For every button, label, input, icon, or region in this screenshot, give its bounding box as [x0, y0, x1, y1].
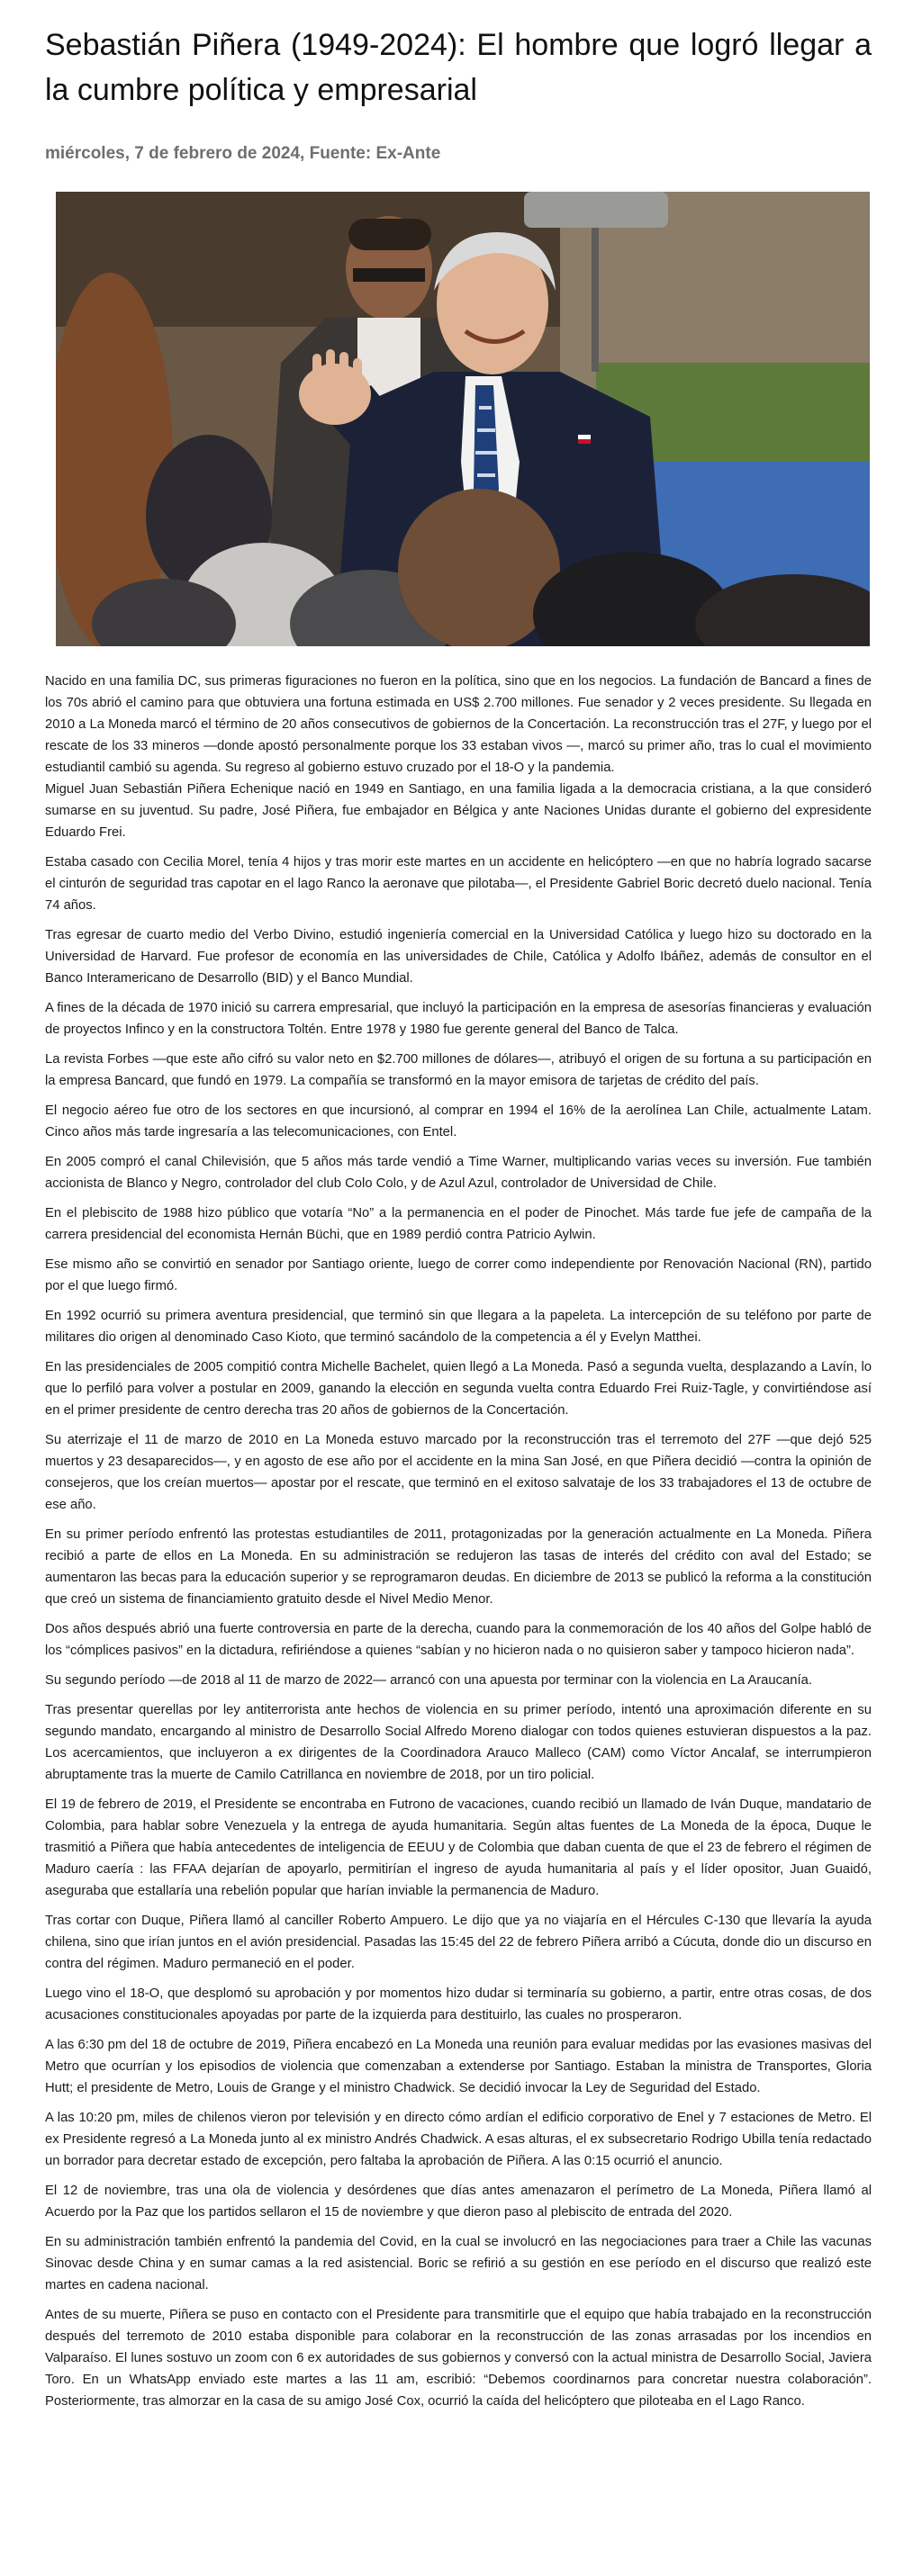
article-paragraph: En 2005 compró el canal Chilevisión, que 5 años más tarde vendió a Time Warner, multiplicando varias veces su inversión. Fue también accionista de Blanco y Negro, controlador del club Colo Colo, y de Azul Azul, controlador de Universidad de Chile. — [45, 1155, 872, 1191]
article-paragraph: Luego vino el 18-O, que desplomó su aprobación y por momentos hizo dudar si terminaría su gobierno, a partir, entre otras cosas, de dos acusaciones constitucionales apoyadas por parte de la izquierda para destituirlo, las cuales no prosperaron. — [45, 1986, 872, 2022]
article-paragraph: Ese mismo año se convirtió en senador por Santiago oriente, luego de correr como independiente por Renovación Nacional (RN), partido por el que luego firmó. — [45, 1257, 872, 1293]
article-paragraph: El 12 de noviembre, tras una ola de violencia y desórdenes que días antes amenazaron el perímetro de La Moneda, Piñera llamó al Acuerdo por la Paz que los partidos sellaron el 15 de noviembre y que dieron paso al plebiscito de entrada del 2020. — [45, 2184, 872, 2220]
article-paragraph: La revista Forbes —que este año cifró su valor neto en $2.700 millones de dólares—, atribuyó el origen de su fortuna a su participación en la empresa Bancard, que fundó en 1979. La compañía se transformó en la mayor emisora de tarjetas de crédito del país. — [45, 1052, 872, 1088]
article-paragraph: En su administración también enfrentó la pandemia del Covid, en la cual se involucró en las negociaciones para traer a Chile las vacunas Sinovac desde China y en sumar camas a la red asistencial. Boric se refirió a su gestión en ese período en el discurso que realizó este martes en cadena nacional. — [45, 2235, 872, 2292]
article-paragraph: Tras presentar querellas por ley antiterrorista ante hechos de violencia en su primer período, intentó una aproximación diferente en su segundo mandato, encargando al ministro de Desarrollo Social Alfredo Moreno dialogar con todos quienes estuvieran dispuestos a la paz. Los acercamientos, que incluyeron a ex dirigentes de la Coordinadora Arauco Malleco (CAM) como Víctor Ancalaf, se interrumpieron abruptamente tras la muerte de Camilo Catrillanca en noviembre de 2018, por un tiro policial. — [45, 1703, 872, 1782]
article-paragraph: En las presidenciales de 2005 compitió contra Michelle Bachelet, quien llegó a La Moneda. Pasó a segunda vuelta, desplazando a Lavín, lo que lo perfiló para volver a postular en 2009, ganando la elección en segunda vuelta contra Eduardo Frei Ruiz-Tagle, y convirtiéndose así en el primer presidente de centro derecha tras 20 años de gobiernos de la Concertación. — [45, 1360, 872, 1418]
article-paragraph: Miguel Juan Sebastián Piñera Echenique nació en 1949 en Santiago, en una familia ligada a la democracia cristiana, a la que consideró sumarse en su juventud. Su padre, José Piñera, fue embajador en Bélgica y ante Naciones Unidas durante el gobierno del expresidente Eduardo Frei. — [45, 782, 872, 840]
article-paragraph: A las 6:30 pm del 18 de octubre de 2019, Piñera encabezó en La Moneda una reunión para evaluar medidas por las evasiones masivas del Metro que ocurrían y los episodios de violencia que comenzaban a extenderse por Santiago. Estaban la ministra de Transportes, Gloria Hutt; el presidente de Metro, Louis de Grange y el ministro Chadwick. Se decidió invocar la Ley de Seguridad del Estado. — [45, 2038, 872, 2095]
article-photo — [56, 192, 870, 646]
article-paragraph: Estaba casado con Cecilia Morel, tenía 4 hijos y tras morir este martes en un accidente en helicóptero —en que no habría logrado sacarse el cinturón de seguridad tras capotar en el lago Ranco la aeronave que pilotaba—, el Presidente Gabriel Boric decretó duelo nacional. Tenía 74 años. — [45, 855, 872, 913]
article-paragraph: El 19 de febrero de 2019, el Presidente se encontraba en Futrono de vacaciones, cuando recibió un llamado de Iván Duque, mandatario de Colombia, para hablar sobre Venezuela y la entrega de ayuda humanitaria. Según altas fuentes de La Moneda de la época, Duque le trasmitió a Piñera que había antecedentes de inteligencia de EEUU y de Colombia que daban cuenta de que el 23 de febrero el régimen de Maduro caería : las FFAA dejarían de apoyarlo, permitirían el ingreso de ayuda humanitaria al país y el líder opositor, Juan Guaidó, aseguraba que estallaría una rebelión popular que harían inviable la permanencia de Maduro. — [45, 1797, 872, 1898]
article-paragraph: Tras egresar de cuarto medio del Verbo Divino, estudió ingeniería comercial en la Universidad Católica y luego hizo su doctorado en la Universidad de Harvard. Fue profesor de economía en las universidades de Chile, Católica y Adolfo Ibáñez, además de consultor en el Banco Interamericano de Desarrollo (BID) y el Banco Mundial. — [45, 928, 872, 986]
article-paragraph: Su segundo período —de 2018 al 11 de marzo de 2022— arrancó con una apuesta por terminar con la violencia en La Araucanía. — [45, 1673, 812, 1688]
article-title: Sebastián Piñera (1949-2024): El hombre que logró llegar a la cumbre política y empresarial — [45, 28, 872, 107]
article-paragraph: Tras cortar con Duque, Piñera llamó al canciller Roberto Ampuero. Le dijo que ya no viajaría en el Hércules C-130 que llevaría la ayuda chilena, sino que irían juntos en el avión presidencial. Pasadas las 15:45 del 22 de febrero Piñera arribó a Cúcuta, donde dio un discurso en contra del régimen. Maduro permaneció en el poder. — [45, 1914, 872, 1971]
article-paragraph: Su aterrizaje el 11 de marzo de 2010 en La Moneda estuvo marcado por la reconstrucción tras el terremoto del 27F —que dejó 525 muertos y 23 desaparecidos—, y en agosto de ese año por el accidente en la mina San José, en que Piñera decidió —contra la opinión de consejeros, que los creían muertos— apostar por el rescate, que terminó en el exitoso salvataje de los 33 trabajadores el 13 de octubre de ese año. — [45, 1433, 872, 1512]
article-paragraph: A las 10:20 pm, miles de chilenos vieron por televisión y en directo cómo ardían el edificio corporativo de Enel y 7 estaciones de Metro. El ex Presidente regresó a La Moneda junto al ex ministro Andrés Chadwick. A esas alturas, el ex subsecretario Rodrigo Ubilla tenía redactado un borrador para decretar estado de excepción, pero faltaba la aprobación de Piñera. A las 0:15 ocurrió el anuncio. — [45, 2111, 872, 2168]
article-lead-paragraph: Nacido en una familia DC, sus primeras figuraciones no fueron en la política, sino que en los negocios. La fundación de Bancard a fines de los 70s abrió el camino para que obtuviera una fortuna estimada en US$ 2.700 millones. Fue senador y 2 veces presidente. Su llegada en 2010 a La Moneda marcó el término de 20 años consecutivos de gobiernos de la Concertación. La reconstrucción tras el 27F, y luego por el rescate de los 33 mineros —donde apostó personalmente porque los 33 estaban vivos —, marcó su primer año, tras lo cual el movimiento estudiantil cambió su agenda. Su regreso al gobierno estuvo cruzado por el 18-O y la pandemia. — [45, 674, 872, 775]
article-body — [45, 671, 872, 2412]
article-paragraph: Dos años después abrió una fuerte controversia en parte de la derecha, cuando para la conmemoración de los 40 años del Golpe habló de los “cómplices pasivos” en la dictadura, refiriéndose a quienes “sabían y no hicieron nada o no quisieron saber y tampoco hicieron nada”. — [45, 1622, 872, 1658]
article-paragraph: Antes de su muerte, Piñera se puso en contacto con el Presidente para transmitirle que el equipo que había trabajado en la reconstrucción después del terremoto de 2010 estaba disponible para colaborar en la reconstrucción de las zonas arrasadas por los incendios en Valparaíso. El lunes sostuvo un zoom con 6 ex autoridades de sus gobiernos y conversó con la actual ministra de Desarrollo Social, Javiera Toro. En un WhatsApp enviado este martes a las 11 am, escribió: “Debemos coordinarnos para concretar nuestra colaboración”. Posteriormente, tras almorzar en la casa de su amigo José Cox, ocurrió la caída del helicóptero que piloteaba en el Lago Ranco. — [45, 2308, 872, 2409]
article-paragraph: En 1992 ocurrió su primera aventura presidencial, que terminó sin que llegara a la papeleta. La intercepción de su teléfono por parte de militares dio origen al denominado Caso Kioto, que terminó sacándolo de la competencia a él y Evelyn Matthei. — [45, 1309, 872, 1345]
article-dateline: miércoles, 7 de febrero de 2024, Fuente: Ex-Ante — [45, 144, 441, 163]
article-photo-illustration — [56, 192, 870, 646]
article-paragraph: En su primer período enfrentó las protestas estudiantiles de 2011, protagonizadas por la generación actualmente en La Moneda. Piñera recibió a parte de ellos en La Moneda. En su administración se redujeron las tasas de interés del crédito con aval del Estado; se aumentaron las becas para la educación superior y se reprogramaron deudas. En diciembre de 2013 se publicó la reforma a la constitución que creó un sistema de financiamiento gratuito desde el Nivel Medio Menor. — [45, 1527, 872, 1607]
article-paragraph: El negocio aéreo fue otro de los sectores en que incursionó, al comprar en 1994 el 16% de la aerolínea Lan Chile, actualmente Latam. Cinco años más tarde ingresaría a las telecomunicaciones, con Entel. — [45, 1103, 872, 1139]
article-paragraph: A fines de la década de 1970 inició su carrera empresarial, que incluyó la participación en la empresa de asesorías financieras y evaluación de proyectos Infinco y en la constructora Toltén. Entre 1978 y 1980 fue gerente general del Banco de Talca. — [45, 1001, 872, 1037]
article-paragraph: En el plebiscito de 1988 hizo público que votaría “No” a la permanencia en el poder de Pinochet. Más tarde fue jefe de campaña de la carrera presidencial del economista Hernán Büchi, que en 1989 perdió contra Patricio Aylwin. — [45, 1206, 872, 1242]
